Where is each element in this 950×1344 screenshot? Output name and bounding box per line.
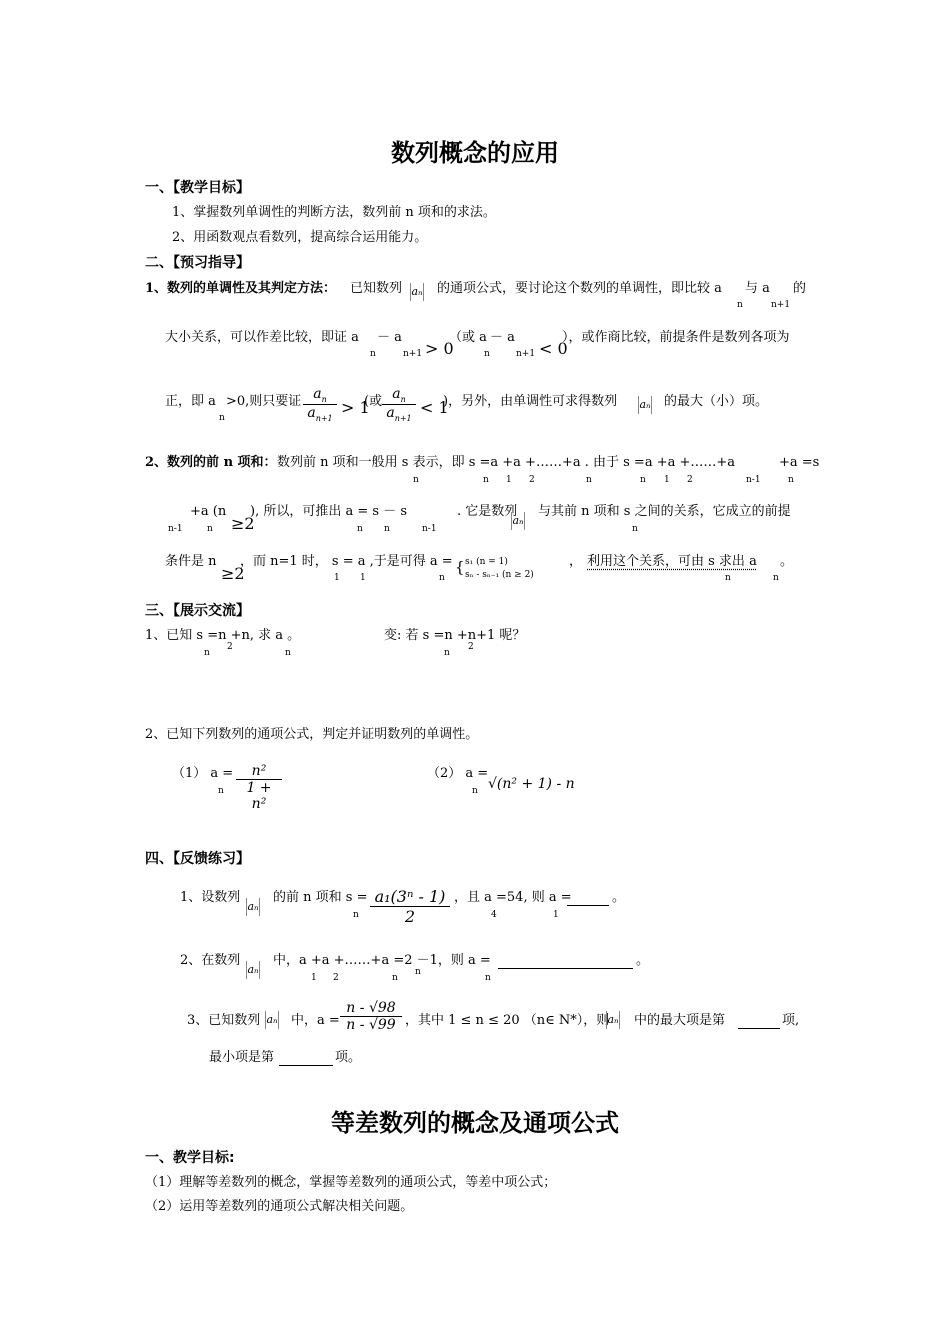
paragraph-monotonic-heading: 1、数列的单调性及其判定方法： xyxy=(145,281,337,296)
exercise-2: 2、已知下列数列的通项公式，判定并证明数列的单调性。 xyxy=(145,727,479,742)
piecewise-brace: { xyxy=(455,558,465,576)
subscript: n xyxy=(444,648,450,658)
subscript: n xyxy=(415,967,421,977)
piecewise-case-1: s₁ (n = 1) xyxy=(465,557,508,567)
goal-item-1: 1、掌握数列单调性的判断方法，数列前 n 项和的求法。 xyxy=(172,205,496,220)
answer-blank[interactable] xyxy=(279,1050,333,1066)
subscript: n xyxy=(207,524,213,534)
section-heading-preview: 二、【预习指导】 xyxy=(145,255,250,271)
subscript: n xyxy=(392,973,398,983)
subscript: 2 xyxy=(468,642,474,652)
paragraph-monotonic-text: )，另外，由单调性可求得数列 xyxy=(443,394,618,409)
practice-1: 。 xyxy=(612,890,626,905)
inequality: > 0 xyxy=(425,339,454,358)
paragraph-monotonic-text: 的最大（小）项。 xyxy=(664,394,769,409)
ratio-fraction: $\frac{a_n}{a_{n+1}}$ xyxy=(303,386,337,423)
subscript: 2 xyxy=(529,475,535,485)
subscript: 1 xyxy=(553,910,559,920)
subscript: n-1 xyxy=(746,475,761,485)
practice-1: 1、设数列 xyxy=(180,890,241,905)
subscript: n xyxy=(353,910,359,920)
paragraph-monotonic-text: 的通项公式，要讨论这个数列的单调性，即比较 a xyxy=(437,281,722,296)
subscript: 1 xyxy=(664,475,670,485)
subscript: n xyxy=(773,573,779,583)
paragraph-monotonic-text: － a xyxy=(490,330,515,345)
paragraph-monotonic-text: （或 a xyxy=(449,330,487,345)
subscript: n xyxy=(219,413,225,423)
practice-1: 的前 n 项和 s = xyxy=(273,890,368,905)
practice-1: ，且 a =54, 则 a = xyxy=(454,890,572,905)
answer-blank[interactable] xyxy=(498,953,633,969)
formula-fraction: $\frac{\text{a₁(3ⁿ - 1)}}{2}$ xyxy=(370,887,450,926)
subscript: n xyxy=(484,349,490,359)
section-heading-feedback: 四、【反馈练习】 xyxy=(145,851,250,867)
subscript: 1 xyxy=(506,475,512,485)
practice-3: 中的最大项是第 xyxy=(634,1013,726,1028)
subscript: n xyxy=(485,973,491,983)
practice-2: 。 xyxy=(636,953,650,968)
paragraph-monotonic-text: >0,则只要证 xyxy=(226,394,302,409)
exercise-2-part-1: （1） a = xyxy=(172,766,234,781)
sequence-set-symbol: aₙ xyxy=(246,898,260,916)
paragraph-monotonic-text: 大小关系，可以作差比较，即证 a xyxy=(165,330,359,345)
subscript: 2 xyxy=(687,475,693,485)
paragraph-monotonic-text: (或 xyxy=(364,394,383,409)
paragraph-sum-emphasis: 利用这个关系，可由 s 求出 a xyxy=(587,554,757,569)
formula-fraction: $\frac{n - √98}{n - √99}$ xyxy=(340,1000,402,1033)
sequence-set-symbol: aₙ xyxy=(265,1011,279,1029)
subscript: 2 xyxy=(333,973,339,983)
section-heading-arithmetic-goals: 一、教学目标: xyxy=(145,1150,235,1166)
subscript: n xyxy=(788,475,794,485)
piecewise-case-2: sₙ - sₙ₋₁ (n ≥ 2) xyxy=(465,570,534,580)
subscript: n-1 xyxy=(168,524,183,534)
subscript: n xyxy=(737,300,743,310)
subscript: 1 xyxy=(360,573,366,583)
goal-item-2: 2、用函数观点看数列，提高综合运用能力。 xyxy=(172,230,428,245)
subscript: n xyxy=(204,648,210,658)
subscript: n xyxy=(413,475,419,485)
subscript: 4 xyxy=(491,910,497,920)
subscript: n xyxy=(285,648,291,658)
subscript: n xyxy=(483,475,489,485)
subscript: 1 xyxy=(334,573,340,583)
subscript: n xyxy=(725,573,731,583)
page-title: 数列概念的应用 xyxy=(391,139,559,167)
subscript: n+1 xyxy=(516,349,536,359)
subscript: n xyxy=(357,524,363,534)
paragraph-monotonic-text: 与 a xyxy=(745,281,770,296)
section-title-arithmetic: 等差数列的概念及通项公式 xyxy=(331,1109,619,1137)
answer-blank[interactable] xyxy=(567,890,609,906)
paragraph-sum-text: +a (n xyxy=(190,504,227,519)
paragraph-monotonic-text: ），或作商比较，前提条件是数列各项为 xyxy=(562,330,790,345)
paragraph-monotonic-text: 已知数列 xyxy=(350,281,403,296)
subscript: 1 xyxy=(311,973,317,983)
paragraph-sum-text: ，而 n=1 时， s = a ,于是可得 a = xyxy=(240,554,453,569)
subscript: n-1 xyxy=(422,524,437,534)
paragraph-sum-text: 与其前 n 项和 s 之间的关系，它成立的前提 xyxy=(538,504,791,519)
paragraph-sum-text: 。 xyxy=(780,554,794,569)
subscript: n xyxy=(439,573,445,583)
paragraph-monotonic-text: 的 xyxy=(793,281,807,296)
inequality: ≥2 xyxy=(231,514,255,533)
subscript: n xyxy=(384,524,390,534)
inequality: ≥2 xyxy=(221,564,245,583)
practice-3: 最小项是第 xyxy=(209,1050,275,1065)
paragraph-sum-text: 条件是 n xyxy=(165,554,217,569)
sequence-set-symbol: aₙ xyxy=(246,961,260,979)
exercise-2-part-2: （2） a = xyxy=(427,766,489,781)
paragraph-sum-text: 数列前 n 项和一般用 s 表示，即 s =a +a +……+a . 由于 s =a +a +……+a xyxy=(277,455,736,470)
inequality: < 1 xyxy=(420,398,449,417)
subscript: 2 xyxy=(227,642,233,652)
subscript: n xyxy=(370,349,376,359)
ratio-fraction: $\frac{a_n}{a_{n+1}}$ xyxy=(382,386,416,423)
paragraph-sum-text: ), 所以，可推出 a = s － s xyxy=(250,504,407,519)
subscript: n xyxy=(632,524,638,534)
paragraph-sum-text: ， xyxy=(569,554,583,569)
paragraph-sum-text: +a =s xyxy=(779,455,820,470)
inequality: > 1 xyxy=(341,398,370,417)
subscript: n+1 xyxy=(403,349,423,359)
subscript: n xyxy=(472,786,478,796)
exercise-1: 1、已知 s =n +n, 求 a 。 xyxy=(145,628,301,643)
arithmetic-goal-1: （1）理解等差数列的概念，掌握等差数列的通项公式，等差中项公式； xyxy=(145,1175,557,1190)
paragraph-monotonic-text: 正，即 a xyxy=(165,394,216,409)
section-heading-goals: 一、【教学目标】 xyxy=(145,180,250,196)
practice-3: 项。 xyxy=(335,1050,362,1065)
sequence-set-symbol: aₙ xyxy=(511,512,525,530)
practice-2: 中，a +a +……+a =2 －1，则 a = xyxy=(273,953,491,968)
subscript: n xyxy=(640,475,646,485)
answer-blank[interactable] xyxy=(738,1013,780,1029)
sequence-set-symbol: aₙ xyxy=(606,1011,620,1029)
practice-2: 2、在数列 xyxy=(180,953,241,968)
formula-fraction: $\frac{\text{n²}}{\text{1 + n²}}$ xyxy=(236,763,282,812)
practice-3: ，其中 1 ≤ n ≤ 20 （n∈ N*），则 xyxy=(405,1013,610,1028)
practice-3: 中，a = xyxy=(291,1013,340,1028)
formula-root: √(n² + 1) - n xyxy=(488,776,575,792)
practice-3: 3、已知数列 xyxy=(187,1013,261,1028)
subscript: n xyxy=(586,475,592,485)
inequality: < 0 xyxy=(539,339,568,358)
subscript: n xyxy=(218,786,224,796)
sequence-set-symbol: aₙ xyxy=(638,396,652,414)
subscript: n+1 xyxy=(771,300,791,310)
paragraph-monotonic-text: － a xyxy=(377,330,402,345)
section-heading-exchange: 三、【展示交流】 xyxy=(145,603,250,619)
exercise-1-variant: 变: 若 s =n +n+1 呢？ xyxy=(384,628,526,643)
paragraph-sum-text: . 它是数列 xyxy=(457,504,518,519)
practice-3: 项, xyxy=(782,1013,800,1028)
sequence-set-symbol: aₙ xyxy=(410,283,424,301)
paragraph-sum-heading: 2、数列的前 n 项和： xyxy=(145,455,277,470)
arithmetic-goal-2: （2）运用等差数列的通项公式解决相关问题。 xyxy=(145,1199,414,1214)
